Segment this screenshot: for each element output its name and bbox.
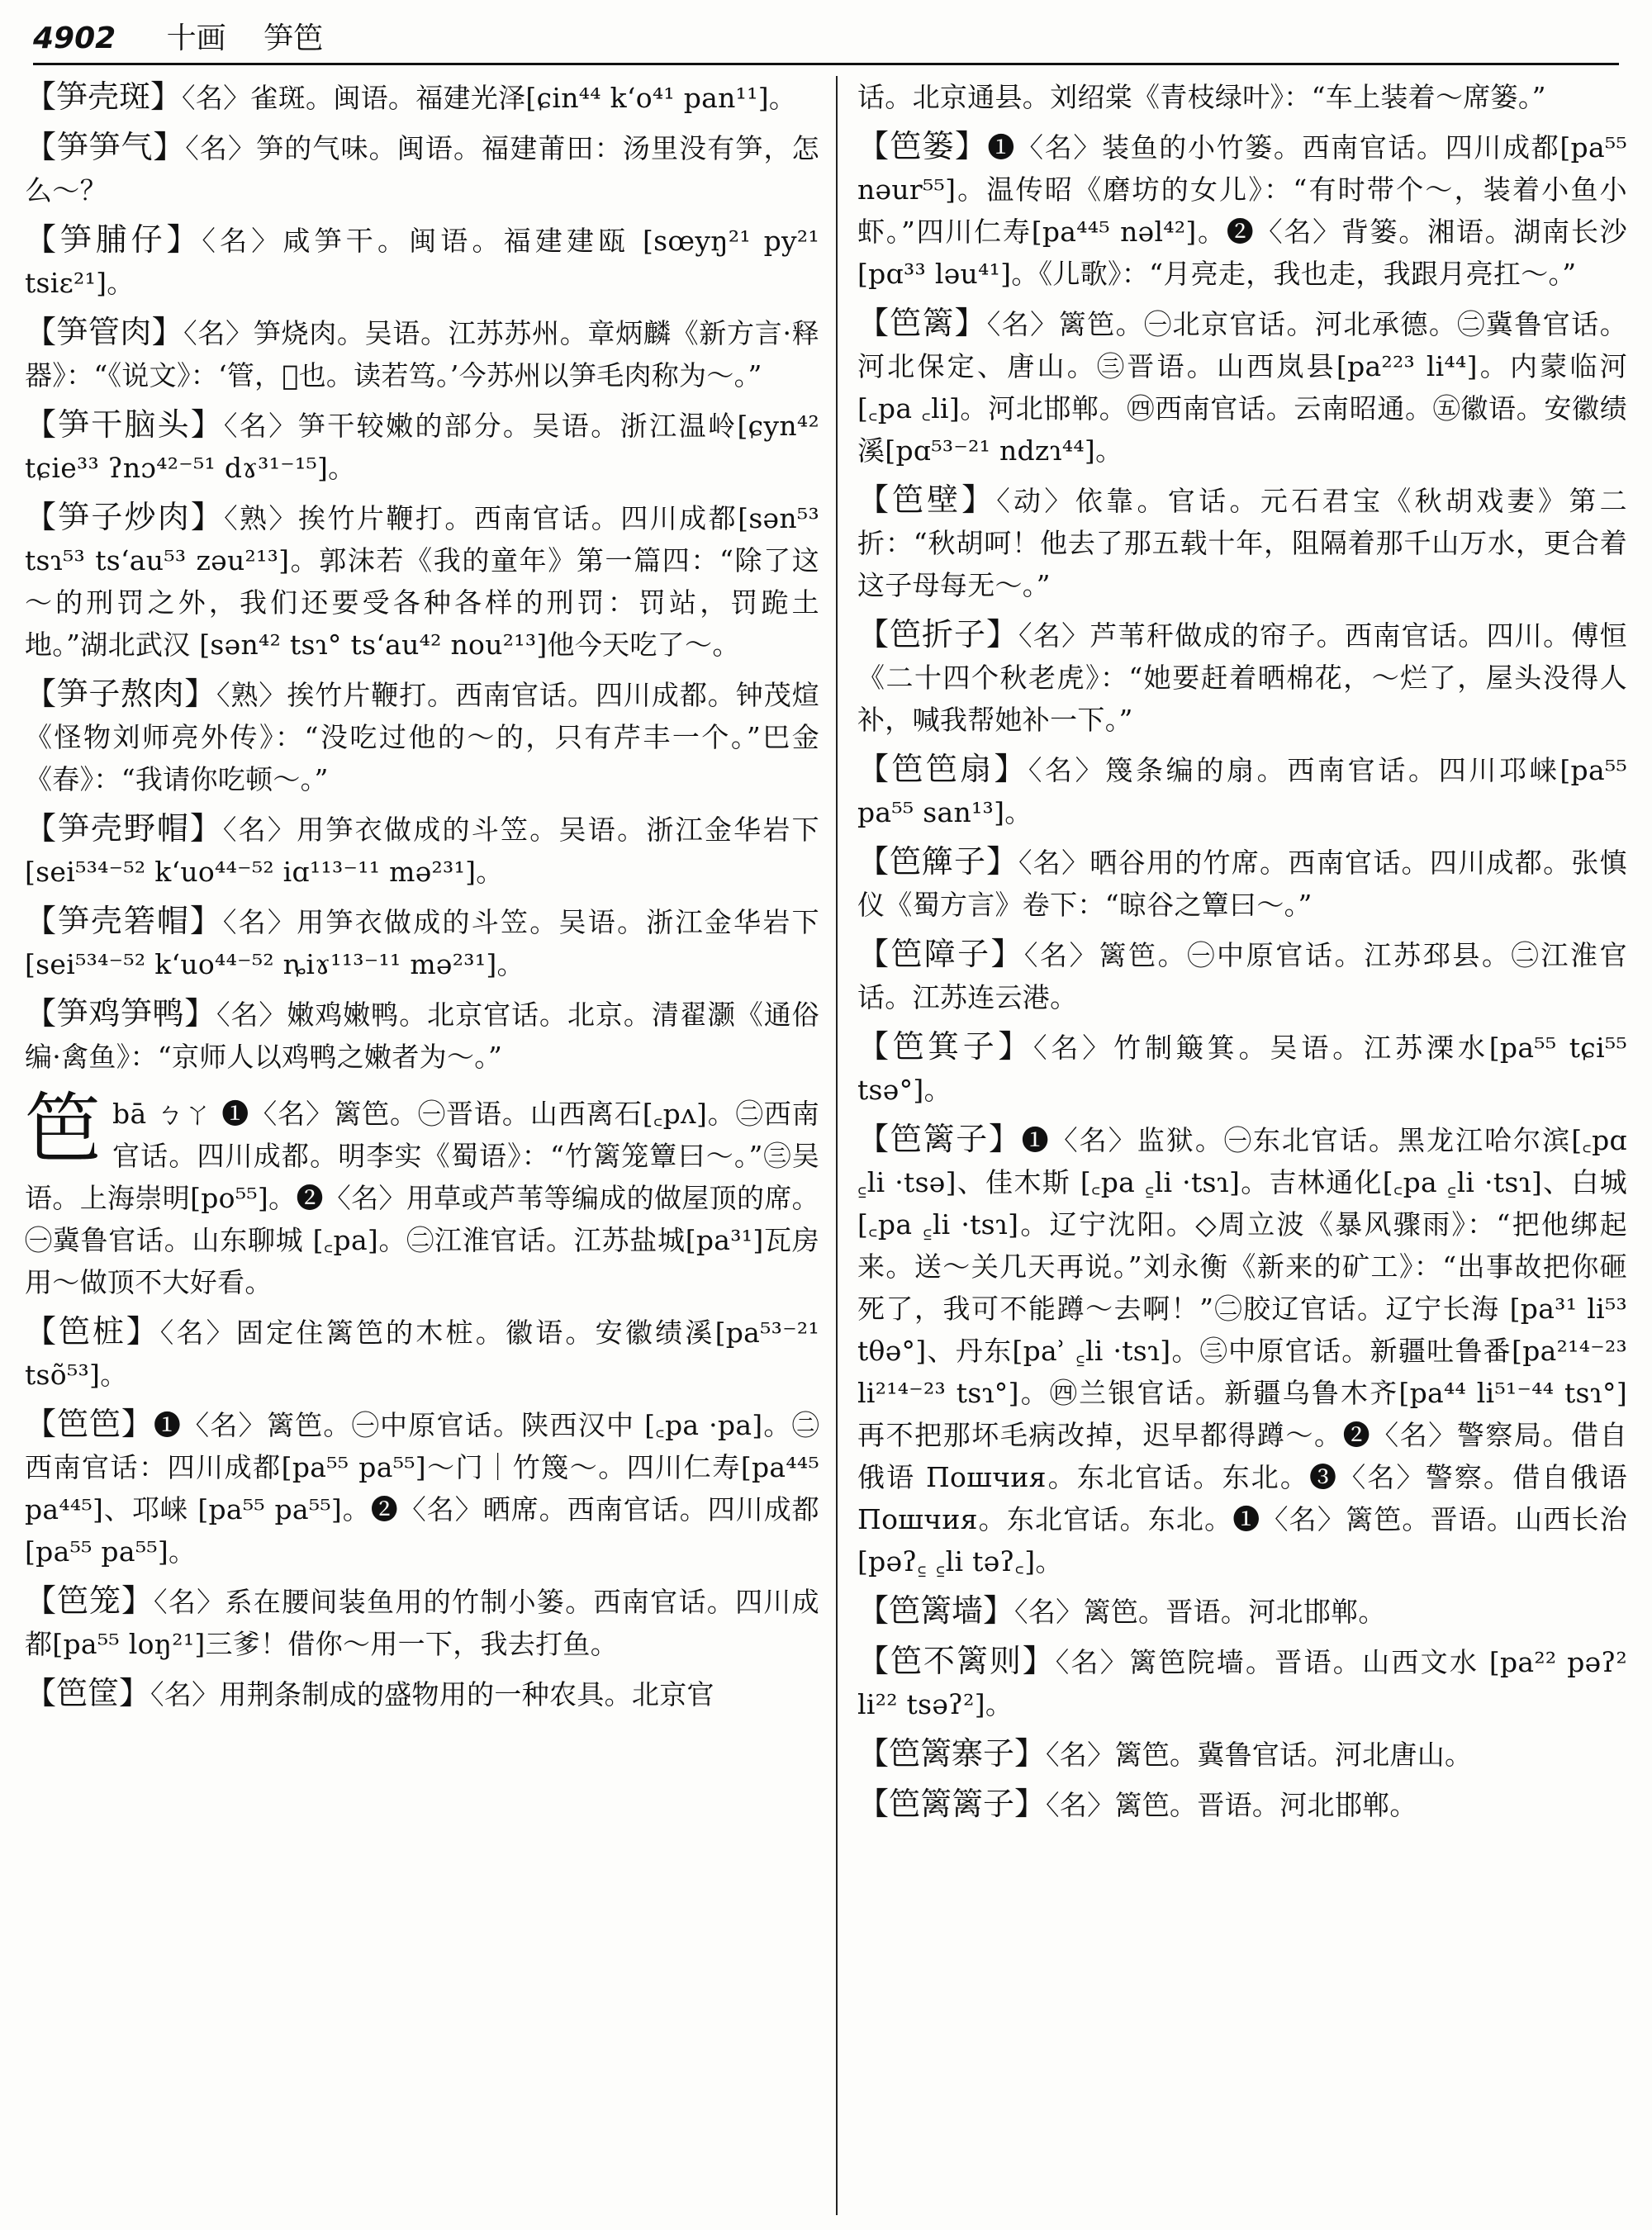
dictionary-entry [25,496,819,666]
entry-definition: 〈名〉笋干较嫩的部分。吴语。浙江温岭[ɕyn⁴² tɕie³³ ʔnɔ⁴²⁻⁵¹ dɤ³¹⁻¹⁵]。 [25,410,819,484]
entry-headword: 【笆篱篱子】 [857,1786,1047,1822]
entry-headword: 【笆簰子】 [857,843,1018,880]
entry-definition: ❶〈名〉篱笆。㊀中原官话。陕西汉中 [꜀pa ·pa]。㊁西南官话：四川成都[pa⁵⁵ pa⁵⁵]～门｜竹篾～。四川仁寿[pa⁴⁴⁵ pa⁴⁴⁵]、邛崃 [pa⁵⁵ pa⁵⁵]。❷〈名〉晒席。西南官话。四川成都[pa⁵⁵ pa⁵⁵]。 [25,1409,819,1568]
head-character: 笆 [25,1084,102,1173]
entry-headword: 【笆篱子】 [857,1121,1022,1157]
dictionary-entry [25,900,819,985]
entry-headword: 【笋壳斑】 [25,78,183,115]
entry-definition: 〈名〉系在腰间装鱼用的竹制小篓。西南官话。四川成都[pa⁵⁵ loŋ²¹]三爹！借你～用一下，我去打鱼。 [25,1586,819,1660]
entry-headword: 【笆箕子】 [857,1028,1033,1065]
entry-definition: 〈名〉篾条编的扇。西南官话。四川邛崃[pa⁵⁵ pa⁵⁵ san¹³]。 [857,754,1627,828]
dictionary-entry [25,1580,819,1665]
entry-headword: 【笆笆扇】 [857,751,1028,787]
entry-headword: 【笋子炒肉】 [25,499,225,535]
character-entry [25,1084,819,1303]
dictionary-entry [857,841,1627,926]
dictionary-entry [857,933,1627,1018]
entry-headword: 【笋脯仔】 [25,221,202,258]
entry-definition: 〈名〉雀斑。闽语。福建光泽[ɕin⁴⁴ k‘o⁴¹ pan¹¹]。 [182,82,797,114]
entry-definition: 〈熟〉挨竹片鞭打。西南官话。四川成都[sən⁵³ tsɿ⁵³ ts‘au⁵³ zəu²¹³]。郭沫若《我的童年》第一篇四：“除了这～的刑罚之外，我们还要受各种各样的刑罚：罚站，罚跪土地。”湖北武汉 [sən⁴² tsɿ° ts‘au⁴² nou²¹³]他今天吃了～。 [25,502,819,661]
column-divider [836,76,838,2215]
entry-headword: 【笋干脑头】 [25,406,224,443]
entry-definition: 〈名〉芦苇秆做成的帘子。西南官话。四川。傅恒《二十四个秋老虎》：“她要赶着晒棉花，～烂了，屋头没得人补，喊我帮她补一下。” [857,619,1627,736]
entry-definition: 〈名〉用荆条制成的盛物用的一种农具。北京官 [150,1678,714,1710]
entry-definition: 〈名〉嫩鸡嫩鸭。北京官话。北京。清翟灏《通俗编·禽鱼》：“京师人以鸡鸭之嫩者为～。” [25,999,819,1073]
dictionary-entry [25,404,819,489]
entry-definition: 〈名〉篱笆。冀鲁官话。河北唐山。 [1046,1739,1473,1771]
entry-definition: 〈名〉篱笆。㊀中原官话。江苏邳县。㊁江淮官话。江苏连云港。 [857,939,1627,1013]
entry-headword: 【笆笼】 [25,1582,154,1619]
entry-definition: 〈名〉篱笆。晋语。河北邯郸。 [1014,1596,1386,1628]
entry-headword: 【笋管肉】 [25,314,184,350]
entry-definition: 〈名〉篱笆院墙。晋语。山西文水 [pa²² pəʔ² li²² tsəʔ²]。 [857,1646,1627,1720]
dictionary-entry [857,1118,1627,1582]
dictionary-entry [25,76,819,119]
entry-definition: 〈名〉固定住篱笆的木桩。徽语。安徽绩溪[pa⁵³⁻²¹ tsõ⁵³]。 [25,1317,819,1391]
dictionary-entry [25,1672,819,1715]
entry-definition: 话。北京通县。刘绍棠《青枝绿叶》：“车上装着～席篓。” [857,81,1546,113]
dictionary-entry [25,993,819,1078]
entry-definition: 〈名〉用笋衣做成的斗笠。吴语。浙江金华岩下[sei⁵³⁴⁻⁵² k‘uo⁴⁴⁻⁵² iɑ¹¹³⁻¹¹ mə²³¹]。 [25,814,819,888]
entry-headword: 【笆篱墙】 [857,1592,1015,1629]
entry-definition: bā ㄅㄚ ❶〈名〉篱笆。㊀晋语。山西离石[꜀pʌ]。㊁西南官话。四川成都。明李实《蜀语》：“竹篱笼簟曰～。”㊂吴语。上海崇明[po⁵⁵]。❷〈名〉用草或芦苇等编成的做屋顶的席。㊀冀鲁官话。山东聊城 [꜀pa]。㊁江淮官话。江苏盐城[pa³¹]瓦房用～做顶不大好看。 [25,1098,819,1298]
page-number: 4902 [33,21,116,55]
entry-headword: 【笋笋气】 [25,129,186,165]
entry-headword: 【笆笆】 [25,1406,154,1442]
dictionary-entry [857,1590,1627,1633]
entry-headword: 【笆篱寨子】 [857,1735,1047,1772]
entry-definition: 〈名〉竹制簸箕。吴语。江苏溧水[pa⁵⁵ tɕi⁵⁵ tsə°]。 [857,1032,1627,1106]
dictionary-entry [25,808,819,893]
entry-headword: 【笋壳箬帽】 [25,903,223,939]
entry-definition: 〈名〉晒谷用的竹席。西南官话。四川成都。张慎仪《蜀方言》卷下：“晾谷之簟曰～。” [857,847,1627,921]
entry-headword: 【笆篱】 [857,305,987,341]
dictionary-entry [25,126,819,211]
entry-continuation [857,76,1627,118]
dictionary-entry [25,1403,819,1573]
entry-definition: 〈动〉依靠。官话。元石君宝《秋胡戏妻》第二折：“秋胡呵！他去了那五载十年，阻隔着那千山万水，更合着这子母每无～。” [857,485,1627,601]
dictionary-entry [857,1733,1627,1776]
entry-definition: 〈名〉笋烧肉。吴语。江苏苏州。章炳麟《新方言·释器》：“《说文》：‘管，𦞓也。读若笃。’今苏州以笋毛肉称为～。” [25,317,819,391]
entry-definition: 〈名〉篱笆。晋语。河北邯郸。 [1046,1789,1417,1821]
dictionary-entry [857,1783,1627,1826]
entry-definition: ❶〈名〉监狱。㊀东北官话。黑龙江哈尔滨[꜀pɑ ꜁li ·tsə]、佳木斯 [꜀pa ꜁li ·tsɿ]。吉林通化[꜀pa ꜁li ·tsɿ]、白城[꜀pa ꜁li ·tsɿ]。辽宁沈阳。◇周立波《暴风骤雨》：“把他绑起来。送～关几天再说。”刘永衡《新来的矿工》：“出事故把你砸死了，我可不能蹲～去啊！”㊁胶辽官话。辽宁长海 [pa³¹ li⁵³ tθə°]、丹东[paʾ ꜁li ·tsɿ]。㊂中原官话。新疆吐鲁番[pa²¹⁴⁻²³ li²¹⁴⁻²³ tsɿ°]。㊃兰银官话。新疆乌鲁木齐[pa⁴⁴ li⁵¹⁻⁴⁴ tsɿ°]再不把那坏毛病改掉，迟早都得蹲～。❷〈名〉警察局。借自俄语 Пошчия。东北官话。东北。❸〈名〉警察。借自俄语 Пошчия。东北官话。东北。❶〈名〉篱笆。晋语。山西长治[pəʔ꜁ ꜁li təʔ꜀]。 [857,1124,1627,1578]
entry-headword: 【笆桩】 [25,1313,160,1350]
entry-range: 笋笆 [263,21,324,55]
entry-headword: 【笋子熬肉】 [25,676,216,712]
entry-definition: ❶〈名〉装鱼的小竹篓。西南官话。四川成都[pa⁵⁵ nəur⁵⁵]。温传昭《磨坊的女儿》：“有时带个～，装着小鱼小虾。”四川仁寿[pa⁴⁴⁵ nəl⁴²]。❷〈名〉背篓。湘语。湖南长沙[pɑ³³ ləu⁴¹]。《儿歌》：“月亮走，我也走，我跟月亮扛～。” [857,131,1627,290]
dictionary-entry [25,311,819,396]
dictionary-entry [857,748,1627,833]
right-column [857,76,1627,2215]
left-column [25,76,819,2215]
entry-headword: 【笆篓】 [857,128,988,164]
entry-definition: 〈熟〉挨竹片鞭打。西南官话。四川成都。钟茂煊《怪物刘师亮外传》：“没吃过他的～的，只有芹丰一个。”巴金《春》：“我请你吃顿～。” [25,679,819,795]
page-header [33,15,1619,65]
dictionary-entry [857,126,1627,295]
entry-headword: 【笋鸡笋鸭】 [25,995,216,1032]
entry-definition: 〈名〉用笋衣做成的斗笠。吴语。浙江金华岩下[sei⁵³⁴⁻⁵² k‘uo⁴⁴⁻⁵² ȵiɤ¹¹³⁻¹¹ mə²³¹]。 [25,906,819,980]
entry-definition: 〈名〉咸笋干。闽语。福建建瓯 [sœyŋ²¹ py²¹ tsiɛ²¹]。 [25,225,819,299]
entry-definition: 〈名〉篱笆。㊀北京官话。河北承德。㊁冀鲁官话。河北保定、唐山。㊂晋语。山西岚县[pa²²³ li⁴⁴]。内蒙临河[꜀pa ꜀li]。河北邯郸。㊃西南官话。云南昭通。㊄徽语。安徽绩溪[pɑ⁵³⁻²¹ ndzɿ⁴⁴]。 [857,308,1627,467]
dictionary-entry [857,1026,1627,1111]
section-label: 十画 [166,21,226,55]
dictionary-entry [25,1311,819,1396]
dictionary-entry [857,614,1627,741]
dictionary-entry [25,219,819,304]
dictionary-entry [25,673,819,800]
entry-headword: 【笆不篱则】 [857,1643,1056,1679]
dictionary-entry [857,1640,1627,1725]
dictionary-entry [857,479,1627,606]
entry-headword: 【笆折子】 [857,616,1018,652]
entry-definition: 〈名〉笋的气味。闽语。福建莆田：汤里没有笋，怎么～？ [25,132,819,206]
dictionary-entry [857,302,1627,472]
entry-headword: 【笆障子】 [857,936,1024,972]
entry-headword: 【笆壁】 [857,482,997,518]
entry-headword: 【笆筐】 [25,1675,151,1711]
entry-headword: 【笋壳野帽】 [25,810,223,847]
